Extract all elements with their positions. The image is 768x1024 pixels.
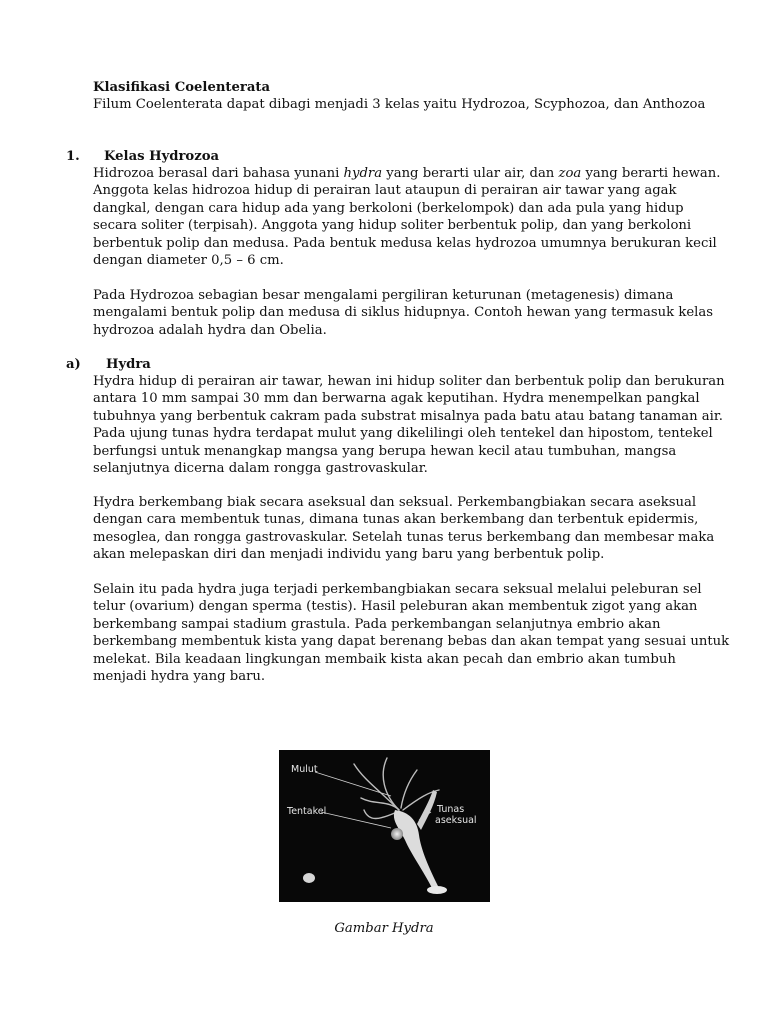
paragraph-line: berfungsi untuk menangkap mangsa yang berupa hewan kecil atau tumbuhan, mangsa [93,443,677,459]
hydra-paragraph-1 [93,373,725,477]
paragraph-line: Selain itu pada hydra juga terjadi perkembangbiakan secara seksual melalui peleburan sel [93,582,702,597]
italic-term-hydra: hydra [343,166,383,181]
paragraph-line: dangkal, dengan cara hidup ada yang berkoloni (berkelompok) dan ada pula yang hidup [93,200,684,216]
text-run: yang berarti ular air, dan [382,166,559,181]
hydra-figure [279,750,490,902]
label-mulut: Mulut [291,764,318,775]
figure-caption: Gambar Hydra [334,921,434,936]
label-tentakel: Tentakel [287,806,327,817]
paragraph-line: Pada Hydrozoa sebagian besar mengalami pergiliran keturunan (metagenesis) dimana [93,288,674,303]
paragraph-line: melekat. Bila keadaan lingkungan membaik kista akan pecah dan embrio akan tumbuh [93,651,676,667]
subsection-a-title: Hydra [106,357,151,372]
hydra-paragraph-3 [93,581,730,685]
section-1-number: 1. [66,149,80,164]
paragraph-line: Anggota kelas hidrozoa hidup di perairan laut ataupun di perairan air tawar yang agak [93,183,677,199]
paragraph-line: dengan cara membentuk tunas, dimana tunas akan berkembang dan terbentuk epidermis, [93,512,699,528]
section-1-title: Kelas Hydrozoa [104,149,220,164]
paragraph-line: menjadi hydra yang baru. [93,669,266,685]
subsection-a-number: a) [66,357,81,372]
paragraph-line: hydrozoa adalah hydra dan Obelia. [93,322,327,338]
paragraph-line: berkembang membentuk kista yang dapat berenang bebas dan akan tempat yang sesuai untuk [93,634,730,650]
document-title: Klasifikasi Coelenterata [93,80,271,95]
hydra-paragraph-2 [93,494,715,564]
paragraph-line: dengan diameter 0,5 – 6 cm. [93,253,284,269]
paragraph-line: tubuhnya yang berbentuk cakram pada substrat misalnya pada batu atau batang tanaman air. [93,408,723,424]
title-block [93,79,706,114]
text-run: Hidrozoa berasal dari bahasa yunani [93,166,344,181]
section-1-paragraph-2 [93,287,713,339]
paragraph-line: Hydra hidup di perairan air tawar, hewan ini hidup soliter dan berbentuk polip dan berukuran [93,374,725,389]
paragraph-line: Pada ujung tunas hydra terdapat mulut yang dikelilingi oleh tentekel dan hipostom, tentekel [93,426,713,442]
paragraph-line: selanjutnya dicerna dalam rongga gastrovaskular. [93,461,428,477]
paragraph-line: mengalami bentuk polip dan medusa di siklus hidupnya. Contoh hewan yang termasuk kelas [93,305,713,321]
paragraph-line: Hydra berkembang biak secara aseksual dan seksual. Perkembangbiakan secara aseksual [93,495,697,510]
intro-text: Filum Coelenterata dapat dibagi menjadi 3 kelas yaitu Hydrozoa, Scyphozoa, dan Anthozoa [93,97,706,113]
paragraph-line: berbentuk polip dan medusa. Pada bentuk medusa kelas hydrozoa umumnya berukuran kecil [93,235,717,251]
paragraph-line: secara soliter (terpisah). Anggota yang hidup soliter berbentuk polip, dan yang berkoloni [93,218,692,234]
paragraph-line: telur (ovarium) dengan sperma (testis). Hasil peleburan akan membentuk zigot yang akan [93,599,698,615]
section-1-paragraph-1 [93,165,721,269]
paragraph-line: antara 10 mm sampai 30 mm dan berwarna agak keputihan. Hydra menempelkan pangkal [93,391,700,407]
label-tunas: Tunas [437,804,465,815]
text-run: yang berarti hewan. [581,166,721,181]
paragraph-line [93,165,721,182]
paragraph-line: berkembang sampai stadium grastula. Pada perkembangan selanjutnya embrio akan [93,616,661,632]
label-aseksual: aseksual [435,815,477,826]
italic-term-zoa: zoa [558,166,582,181]
paragraph-line: akan melepaskan diri dan menjadi individu yang baru yang berbentuk polip. [93,547,605,563]
paragraph-line: mesoglea, dan rongga gastrovaskular. Setelah tunas terus berkembang dan membesar maka [93,529,715,545]
